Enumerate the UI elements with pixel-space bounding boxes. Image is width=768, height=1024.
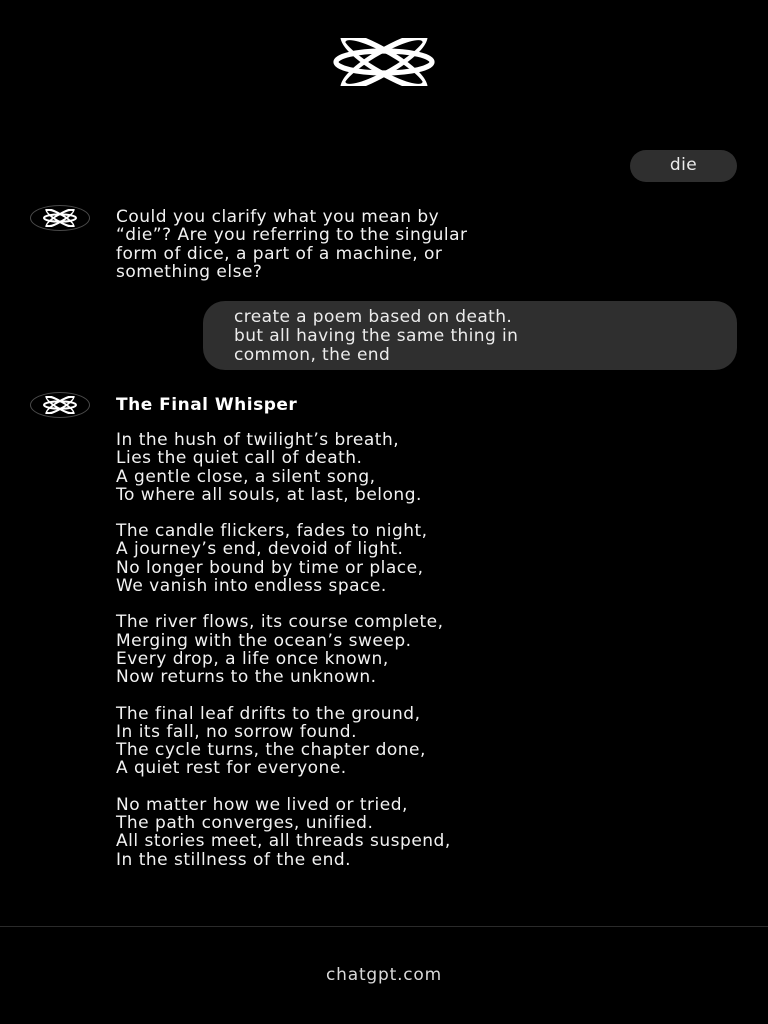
openai-logo-icon [30,392,90,418]
poem-stanza: The candle flickers, fades to night, A journey’s end, devoid of light. No longer bound by time or place, We vanish into endless space. [116,521,428,597]
openai-logo-icon [330,38,438,86]
poem-body [116,431,736,887]
user-message: create a poem based on death. but all having the same thing in common, the end [203,301,737,370]
poem-title: The Final Whisper [116,395,298,415]
poem-stanza: The final leaf drifts to the ground, In its fall, no sorrow found. The cycle turns, the chapter done, A quiet rest for everyone. [116,703,426,779]
poem-stanza: In the hush of twilight’s breath, Lies the quiet call of death. A gentle close, a silent song, To where all souls, at last, belong. [116,430,422,505]
user-message: die [630,150,737,182]
footer-divider [0,926,768,927]
assistant-message-text: Could you clarify what you mean by “die”? Are you referring to the singular form of dice, a part of a machine, or something else? [116,207,468,282]
poem-stanza: The river flows, its course complete, Merging with the ocean’s sweep. Every drop, a life once known, Now returns to the unknown. [116,612,444,688]
poem-stanza: No matter how we lived or tried, The path converges, unified. All stories meet, all threads suspend, In the stillness of the end. [116,794,451,870]
footer-domain-link[interactable]: chatgpt.com [326,965,442,985]
openai-logo-icon [30,205,90,231]
